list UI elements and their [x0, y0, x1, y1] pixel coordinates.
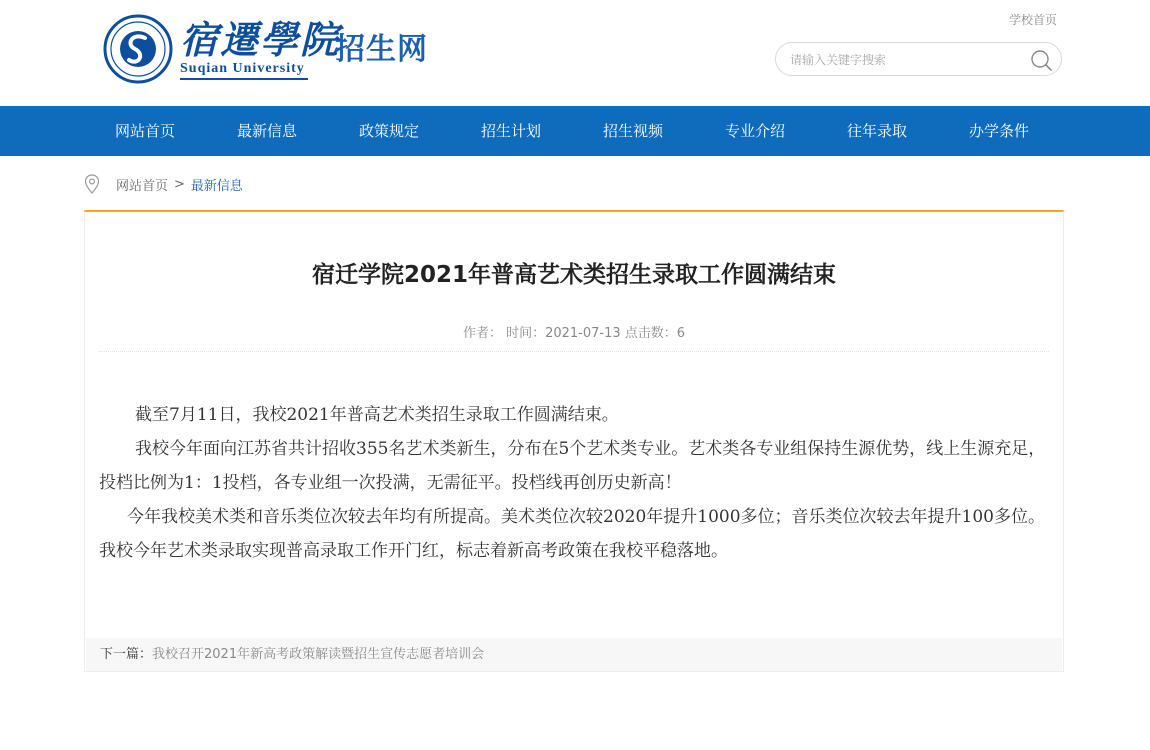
nav-item-majors[interactable]: 专业介绍	[724, 122, 785, 140]
university-seal-icon[interactable]	[103, 14, 173, 84]
search-box	[775, 42, 1062, 76]
article-meta: 作者： 时间：2021-07-13 点击数：6	[462, 326, 686, 341]
article-paragraph: 截至7月11日，我校2021年普高艺术类招生录取工作圆满结束。	[135, 405, 619, 425]
article-paragraph: 今年我校美术类和音乐类位次较去年均有所提高。美术类位次较2020年提升1000多位；音乐类位次较去年提升100多位。我校今年艺术类录取实现普高录取工作开门红，标志着新高考政策在我校平稳落地。	[99, 507, 1045, 561]
title-divider	[99, 351, 1049, 352]
logo-chinese-name[interactable]: 宿遷學院	[180, 17, 341, 62]
breadcrumb-separator: >	[174, 176, 185, 192]
logo-english-name[interactable]: Suqian University	[180, 61, 305, 76]
main-nav	[0, 106, 1150, 156]
nav-item-facilities[interactable]: 办学条件	[968, 122, 1029, 140]
breadcrumb-current[interactable]: 最新信息	[190, 178, 243, 194]
nav-item-latest-news[interactable]: 最新信息	[236, 122, 297, 140]
next-article-bar	[86, 638, 1062, 671]
nav-list	[84, 106, 1064, 156]
article-body	[99, 398, 1051, 568]
nav-item-policies[interactable]: 政策规定	[358, 122, 419, 140]
nav-item-home[interactable]: 网站首页	[114, 122, 175, 140]
article-title: 宿迁学院2021年普高艺术类招生录取工作圆满结束	[311, 262, 836, 288]
nav-item-past-admissions[interactable]: 往年录取	[846, 122, 907, 140]
nav-item-videos[interactable]: 招生视频	[602, 122, 663, 140]
school-home-link[interactable]: 学校首页	[1008, 13, 1057, 27]
article-box	[84, 210, 1064, 672]
breadcrumb	[84, 170, 243, 198]
search-input[interactable]	[790, 51, 1020, 69]
site-header	[0, 0, 1150, 106]
breadcrumb-home[interactable]: 网站首页	[116, 178, 169, 194]
logo-underline	[180, 78, 308, 80]
next-article-link[interactable]: 我校召开2021年新高考政策解读暨招生宣传志愿者培训会	[152, 647, 485, 662]
search-icon[interactable]	[1029, 48, 1053, 72]
article-paragraph: 我校今年面向江苏省共计招收355名艺术类新生，分布在5个艺术类专业。艺术类各专业组保持生源优势，线上生源充足，投档比例为1：1投档，各专业组一次投满，无需征平。投档线再创历史新高！	[99, 439, 1046, 493]
location-pin-icon	[84, 174, 100, 194]
nav-item-enrollment-plan[interactable]: 招生计划	[480, 122, 541, 140]
site-name[interactable]: 招生网	[335, 32, 428, 67]
next-article-label: 下一篇：	[100, 647, 153, 662]
